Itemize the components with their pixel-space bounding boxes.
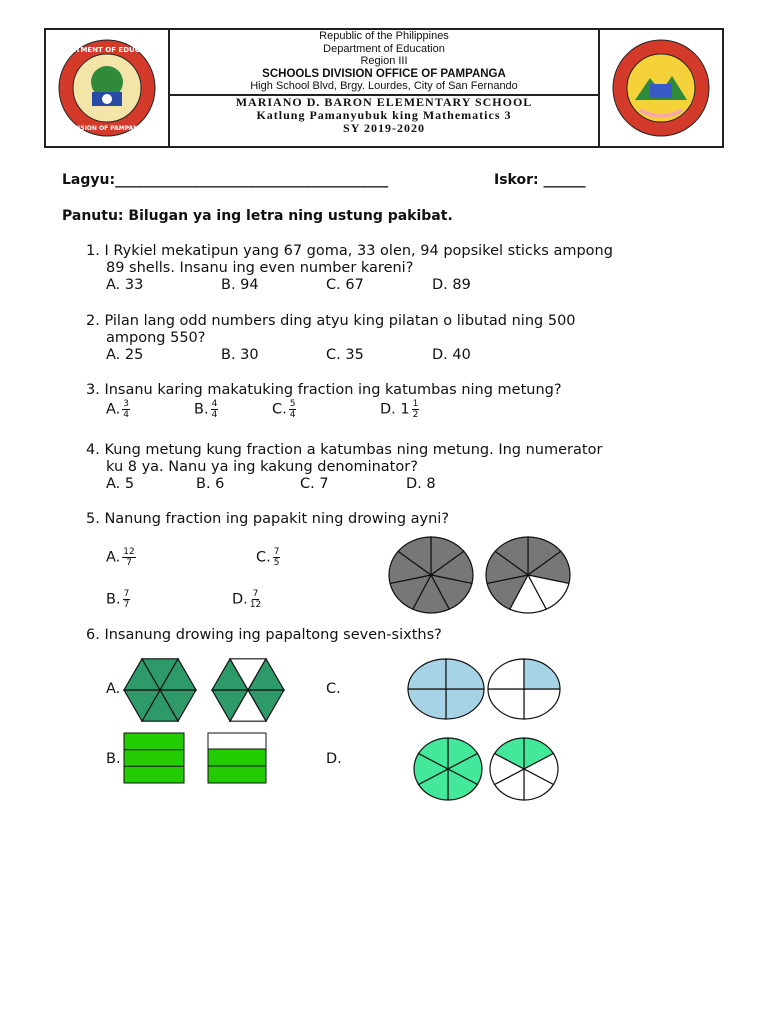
q6-option-b[interactable]: B. xyxy=(106,751,121,767)
q3-text: 3. Insanu karing makatuking fraction ing katumbas ning metung? xyxy=(86,382,562,398)
svg-text:DEPARTMENT OF EDUCATION: DEPARTMENT OF EDUCATION xyxy=(50,46,164,54)
hexagon-full-icon xyxy=(124,659,196,721)
q1-option-a[interactable]: A. 33 xyxy=(106,277,144,293)
q5-circle-partial-icon xyxy=(486,537,570,613)
header-line-4: SCHOOLS DIVISION OFFICE OF PAMPANGA xyxy=(262,67,506,80)
q4-option-a[interactable]: A. 5 xyxy=(106,476,135,492)
circle-sixths-full-icon xyxy=(414,738,482,800)
hexagon-partial-icon xyxy=(212,659,284,721)
q6-option-a[interactable]: A. xyxy=(106,681,121,697)
school-seal-icon xyxy=(600,30,722,146)
q3-option-c[interactable]: C. $\frac{5}{4}$ xyxy=(272,399,296,420)
q5-option-d[interactable]: D. $\frac{7}{12}$ xyxy=(232,589,262,610)
slice xyxy=(446,659,484,689)
q5-option-a[interactable]: A. $\frac{12}{7}$ xyxy=(106,547,135,568)
q4-text: 4. Kung metung kung fraction a katumbas ning metung. Ing numerator xyxy=(86,442,603,458)
q6-text: 6. Insanung drowing ing papaltong seven-sixths? xyxy=(86,627,442,643)
q3-option-b[interactable]: B. $\frac{4}{4}$ xyxy=(194,399,218,420)
q1-option-c[interactable]: C. 67 xyxy=(326,277,364,293)
q5-text: 5. Nanung fraction ing papakit ning drowing ayni? xyxy=(86,511,450,527)
header-line-5: High School Blvd, Brgy. Lourdes, City of San Fernando xyxy=(250,80,518,92)
school-name: MARIANO D. BARON ELEMENTARY SCHOOL xyxy=(235,95,533,109)
q1-option-d[interactable]: D. 89 xyxy=(432,277,471,293)
deped-seal xyxy=(46,30,170,146)
q3-option-a[interactable]: A. $\frac{3}{4}$ xyxy=(106,399,130,420)
slice xyxy=(408,689,446,719)
q5-circle-full-icon xyxy=(389,537,473,613)
q6-c-circles xyxy=(404,657,564,721)
q5-option-c[interactable]: C. $\frac{7}{5}$ xyxy=(256,547,280,568)
school-year: SY 2019-2020 xyxy=(343,121,425,135)
slice xyxy=(524,659,560,689)
q3-option-d[interactable]: D. 1 $\frac{1}{2}$ xyxy=(380,399,419,420)
q4-option-c[interactable]: C. 7 xyxy=(300,476,329,492)
q2-option-a[interactable]: A. 25 xyxy=(106,347,144,363)
exam-title: Katlung Pamanyubuk king Mathematics 3 xyxy=(256,108,512,122)
q6-option-d[interactable]: D. xyxy=(326,751,342,767)
q1-option-b[interactable]: B. 94 xyxy=(221,277,259,293)
name-field[interactable]: Lagyu:_______________________________________ xyxy=(62,172,389,188)
score-field[interactable]: Iskor: ______ xyxy=(494,172,586,188)
school-seal xyxy=(598,30,722,146)
circle-sixths-partial-icon xyxy=(490,738,558,800)
instruction: Panutu: Bilugan ya ing letra ning ustung pakibat. xyxy=(62,208,453,224)
q2-option-c[interactable]: C. 35 xyxy=(326,347,364,363)
q4-option-b[interactable]: B. 6 xyxy=(196,476,225,492)
q6-d-circles xyxy=(410,736,570,802)
slice xyxy=(408,659,446,689)
slice xyxy=(488,689,524,719)
q6-b-rectangles xyxy=(122,731,272,787)
q1-text-2: 89 shells. Insanu ing even number kareni? xyxy=(106,260,414,276)
header-line-2: Department of Education xyxy=(323,42,445,55)
header-line-3: Region III xyxy=(360,55,408,67)
header-box xyxy=(44,28,724,148)
q5-option-b[interactable]: B. $\frac{7}{7}$ xyxy=(106,589,130,610)
q6-option-c[interactable]: C. xyxy=(326,681,341,697)
q4-text-2: ku 8 ya. Nanu ya ing kakung denominator? xyxy=(106,459,418,475)
circle-quarters-full-icon xyxy=(408,659,484,719)
q2-text-2: ampong 550? xyxy=(106,330,206,346)
deped-seal-icon xyxy=(46,30,168,146)
q2-option-d[interactable]: D. 40 xyxy=(432,347,471,363)
header-line-1: Republic of the Philippines xyxy=(319,30,449,42)
svg-text:DIVISION OF PAMPANGA: DIVISION OF PAMPANGA xyxy=(66,125,148,132)
q1-text: 1. I Rykiel mekatipun yang 67 goma, 33 olen, 94 popsikel sticks ampong xyxy=(86,243,613,259)
q6-a-hexagons xyxy=(122,652,297,728)
slice xyxy=(488,659,524,689)
q5-figure xyxy=(388,530,758,620)
q4-option-d[interactable]: D. 8 xyxy=(406,476,436,492)
slice xyxy=(446,689,484,719)
circle-quarters-partial-icon xyxy=(488,659,560,719)
slice xyxy=(524,689,560,719)
q2-text: 2. Pilan lang odd numbers ding atyu king pilatan o libutad ning 500 xyxy=(86,313,576,329)
q2-option-b[interactable]: B. 30 xyxy=(221,347,259,363)
